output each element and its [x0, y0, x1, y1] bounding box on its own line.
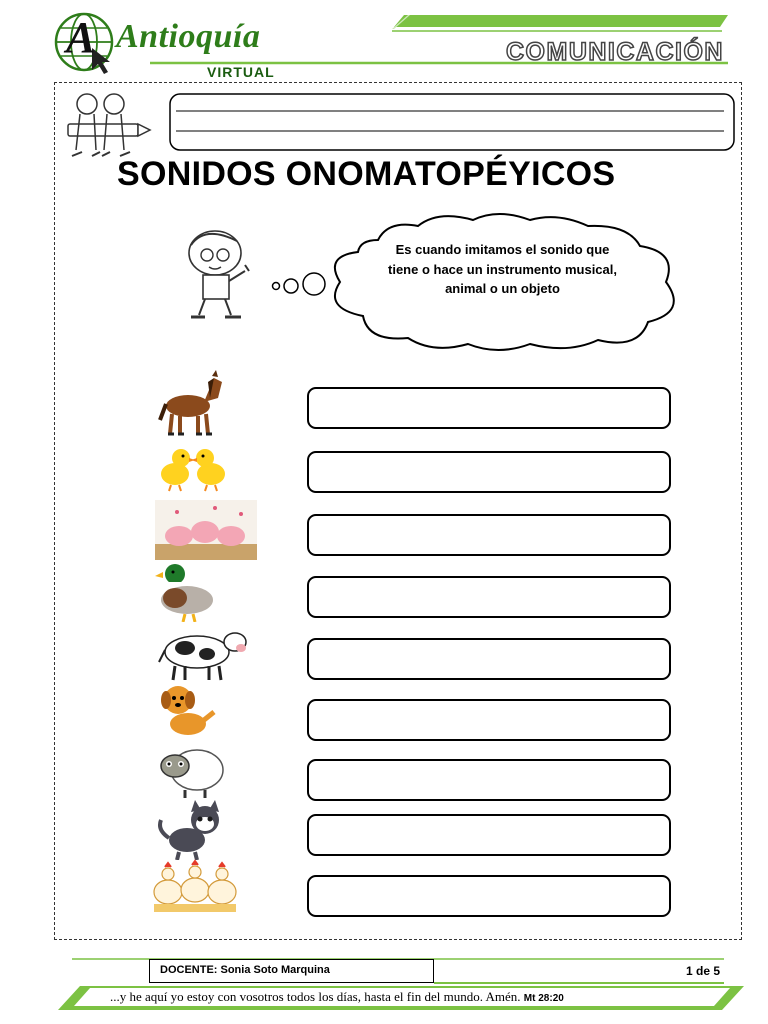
page-number: 1 de 5: [686, 964, 721, 978]
chicks-icon: [155, 446, 231, 492]
pigs-icon: [155, 500, 257, 560]
answer-box-chicks[interactable]: [307, 451, 671, 493]
answer-box-dog[interactable]: [307, 699, 671, 741]
cat-icon: [155, 800, 225, 860]
page-title: SONIDOS ONOMATOPÉYICOS: [117, 155, 616, 193]
verse-reference: Mt 28:20: [523, 993, 564, 1004]
dog-icon: [158, 684, 216, 738]
sheep-icon: [155, 740, 227, 800]
name-field[interactable]: [168, 92, 736, 152]
answer-box-hens[interactable]: [307, 875, 671, 917]
horse-icon: [158, 368, 228, 438]
verse-text: ...y he aquí yo estoy con vosotros todos los días, hasta el fin del mundo. Amén.: [110, 989, 521, 1004]
answer-box-horse[interactable]: [307, 387, 671, 429]
brand-name: Antioquía: [116, 18, 261, 55]
answer-box-cow[interactable]: [307, 638, 671, 680]
answer-box-duck[interactable]: [307, 576, 671, 618]
teacher-label: DOCENTE: Sonia Soto Marquina: [149, 959, 434, 983]
duck-icon: [155, 560, 217, 622]
footer-verse: [110, 989, 670, 1005]
brand-subtitle: VIRTUAL: [207, 64, 275, 80]
cow-icon: [155, 622, 251, 682]
answer-box-cat[interactable]: [307, 814, 671, 856]
kids-pencil-icon: [62, 90, 152, 162]
answer-box-sheep[interactable]: [307, 759, 671, 801]
answer-box-pigs[interactable]: [307, 514, 671, 556]
brand-initial: A: [66, 13, 96, 62]
definition-text: Es cuando imitamos el sonido que tiene o hace un instrumento musical, animal o un objeto: [388, 242, 617, 296]
boy-thinking-icon: [175, 225, 270, 320]
subject-title: COMUNICACIÓN: [506, 38, 724, 66]
hens-icon: [150, 858, 240, 914]
